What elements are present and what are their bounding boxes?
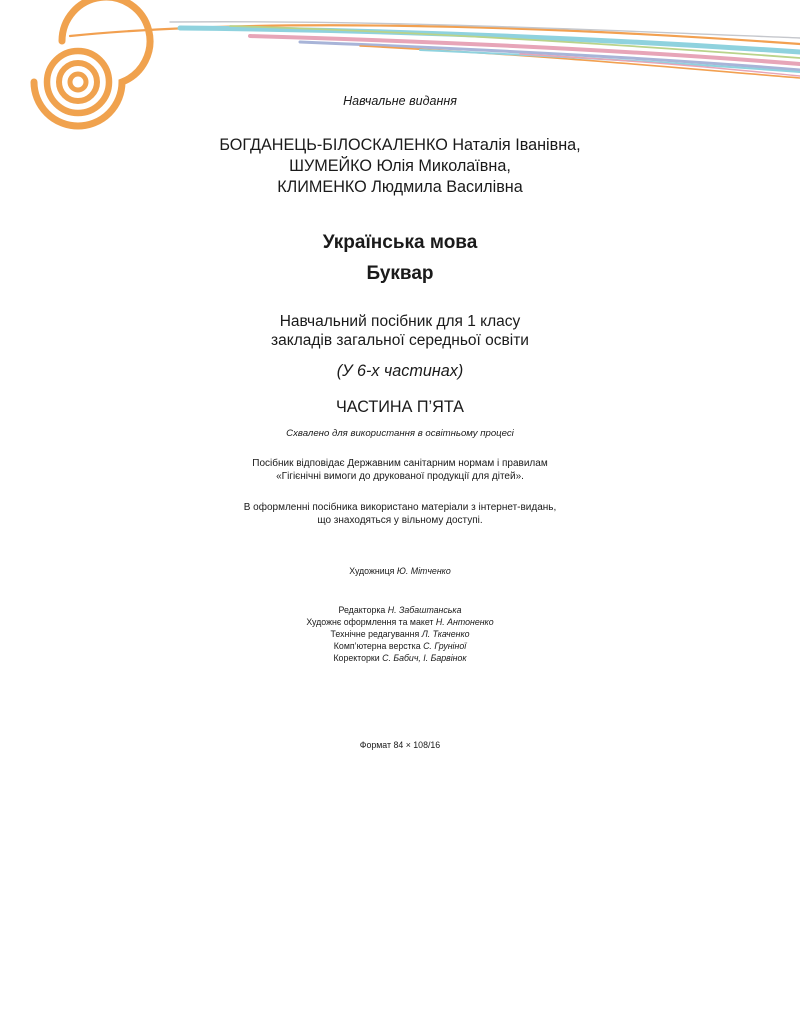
credit-name: Н. Забаштанська: [387, 605, 462, 615]
materials-note: що знаходяться у вільному доступі.: [317, 515, 483, 526]
credit-line: [0, 629, 800, 639]
credit-role: Технічне редагування: [330, 629, 420, 639]
credit-role: Коректорки: [333, 653, 380, 663]
credit-role: Художниця: [349, 566, 395, 576]
description-line: закладів загальної середньої освіти: [271, 332, 529, 349]
format-note: Формат 84 × 108/16: [359, 740, 441, 750]
author-line: ШУМЕЙКО Юлія Миколаївна,: [289, 157, 511, 175]
credit-line: [0, 617, 800, 627]
spiral-swoosh-decoration: [0, 0, 800, 140]
parts-note: (У 6-х частинах): [336, 362, 464, 380]
sanitary-note: «Гігієнічні вимоги до друкованої продукції для дітей».: [276, 471, 524, 482]
author-line: КЛИМЕНКО Людмила Василівна: [277, 178, 523, 196]
credit-line: [0, 605, 800, 615]
materials-note: В оформленні посібника використано матеріали з інтернет-видань,: [243, 502, 557, 513]
sanitary-note: Посібник відповідає Державним санітарним нормам і правилам: [252, 458, 548, 469]
book-subtitle: Буквар: [366, 263, 434, 284]
description-line: Навчальний посібник для 1 класу: [279, 313, 521, 330]
credit-role: Комп’ютерна верстка: [333, 641, 421, 651]
credit-line: [0, 653, 800, 663]
credit-name: Ю. Мітченко: [396, 566, 451, 576]
author-line: БОГДАНЕЦЬ-БІЛОСКАЛЕНКО Наталія Іванівна,: [219, 136, 581, 154]
illustrator-credit: [0, 566, 800, 576]
credit-line: [0, 641, 800, 651]
credit-name: С. Груніної: [423, 641, 467, 651]
swoosh-ribbons: [70, 22, 800, 78]
series-label: Навчальне видання: [343, 94, 457, 108]
book-title: Українська мова: [322, 232, 478, 253]
approval-note: Схвалено для використання в освітньому процесі: [286, 428, 514, 439]
credit-name: Л. Ткаченко: [421, 629, 470, 639]
credit-role: Художнє оформлення та макет: [306, 617, 434, 627]
credit-name: Н. Антоненко: [435, 617, 494, 627]
credit-role: Редакторка: [338, 605, 386, 615]
credit-name: С. Бабич, І. Барвінок: [382, 653, 467, 663]
part-name: ЧАСТИНА П’ЯТА: [336, 398, 464, 416]
